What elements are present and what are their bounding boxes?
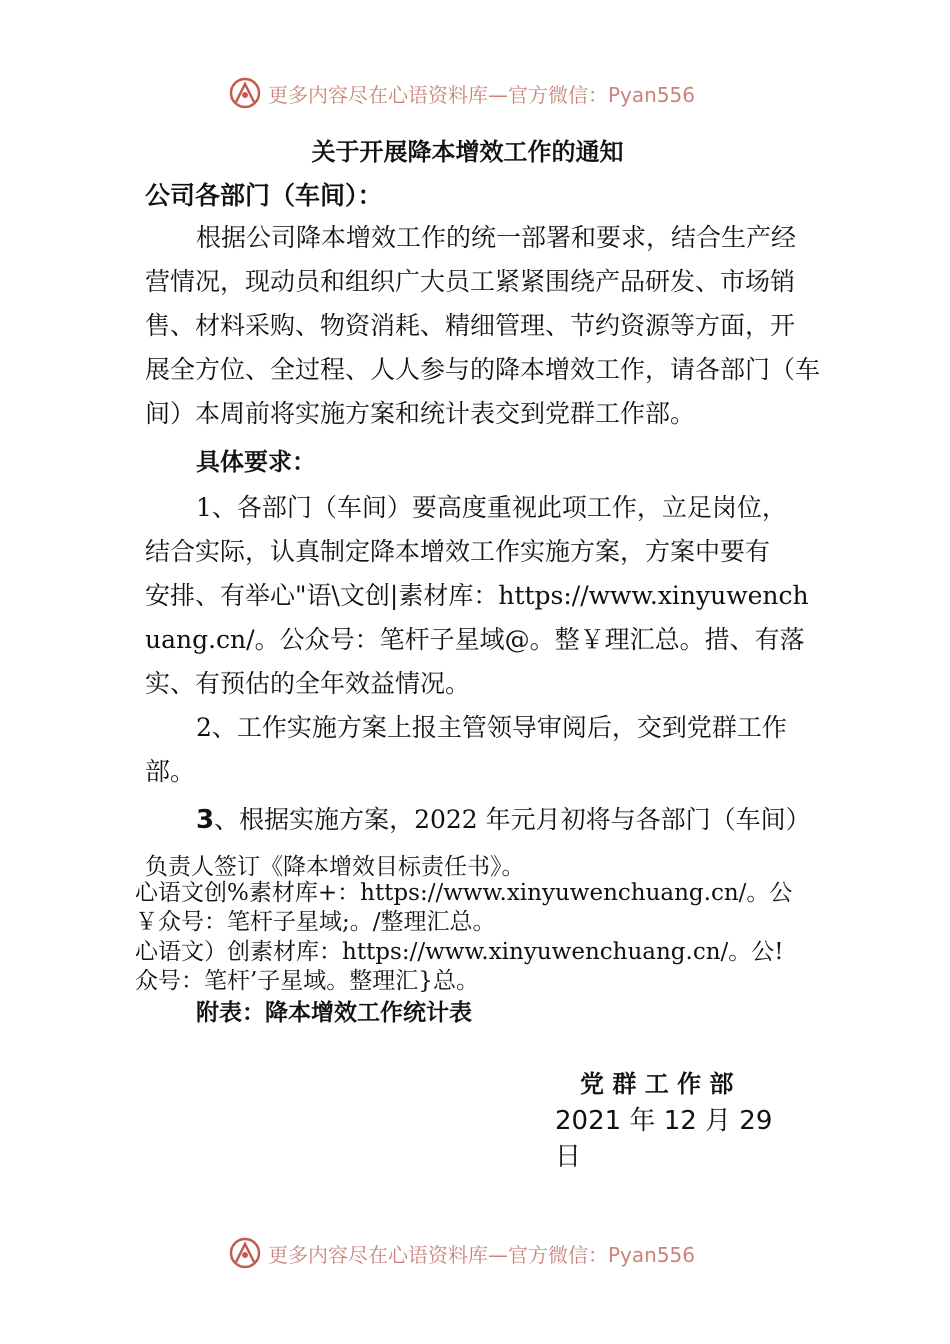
intro-line: 展全方位、全过程、人人参与的降本增效工作，请各部门（车 [145, 355, 821, 384]
item2-line: 部。 [145, 757, 196, 786]
requirements-heading: 具体要求： [196, 448, 316, 476]
signature-department: 党 群 工 作 部 [580, 1070, 734, 1098]
item3-line: 负责人签订《降本增效目标责任书》。 [145, 854, 525, 880]
noise-line: ￥众号：笔杆子星域;。/整理汇总。 [135, 909, 496, 935]
watermark-text: 更多内容尽在心语资料库—官方微信：Pyan556 [268, 82, 696, 107]
noise-line: 心语文）创素材库：https://www.xinyuwenchuang.cn/。公! [135, 939, 784, 965]
item3-text: 、根据实施方案，2022 年元月初将与各部门（车间） [214, 805, 811, 834]
item1-line: 安排、有举心"语\文创|素材库：https://www.xinyuwench [145, 581, 809, 610]
intro-line: 售、材料采购、物资消耗、精细管理、节约资源等方面，开 [145, 311, 796, 340]
signature-date-day: 日 [555, 1142, 582, 1172]
watermark-banner-top [228, 76, 695, 110]
watermark-logo-icon [228, 76, 262, 110]
item2-line: 2、工作实施方案上报主管领导审阅后，交到党群工作 [196, 713, 787, 742]
document-title: 关于开展降本增效工作的通知 [311, 138, 624, 166]
noise-line: 众号：笔杆’子星域。整理汇}总。 [135, 968, 479, 994]
intro-line: 营情况，现动员和组织广大员工紧紧围绕产品研发、市场销 [145, 267, 796, 296]
intro-line: 根据公司降本增效工作的统一部署和要求，结合生产经 [196, 223, 797, 252]
item3-line [196, 800, 811, 836]
salutation: 公司各部门（车间）： [145, 181, 383, 210]
intro-line: 间）本周前将实施方案和统计表交到党群工作部。 [145, 399, 696, 428]
noise-line: 心语文创%素材库+：https://www.xinyuwenchuang.cn/。公 [135, 880, 793, 906]
item1-line: 实、有预估的全年效益情况。 [145, 669, 471, 698]
item1-line: uang.cn/。公众号：笔杆子星域@。整￥理汇总。措、有落 [145, 625, 805, 654]
item1-line: 1、各部门（车间）要高度重视此项工作，立足岗位， [196, 493, 787, 522]
watermark-banner-bottom [228, 1236, 695, 1270]
watermark-logo-icon [228, 1236, 262, 1270]
item3-number: 3 [196, 805, 215, 835]
attachment-line: 附表：降本增效工作统计表 [196, 1000, 472, 1026]
signature-date: 2021 年 12 月 29 [555, 1106, 773, 1136]
item1-line: 结合实际，认真制定降本增效工作实施方案，方案中要有 [145, 537, 771, 566]
watermark-text: 更多内容尽在心语资料库—官方微信：Pyan556 [268, 1242, 696, 1267]
